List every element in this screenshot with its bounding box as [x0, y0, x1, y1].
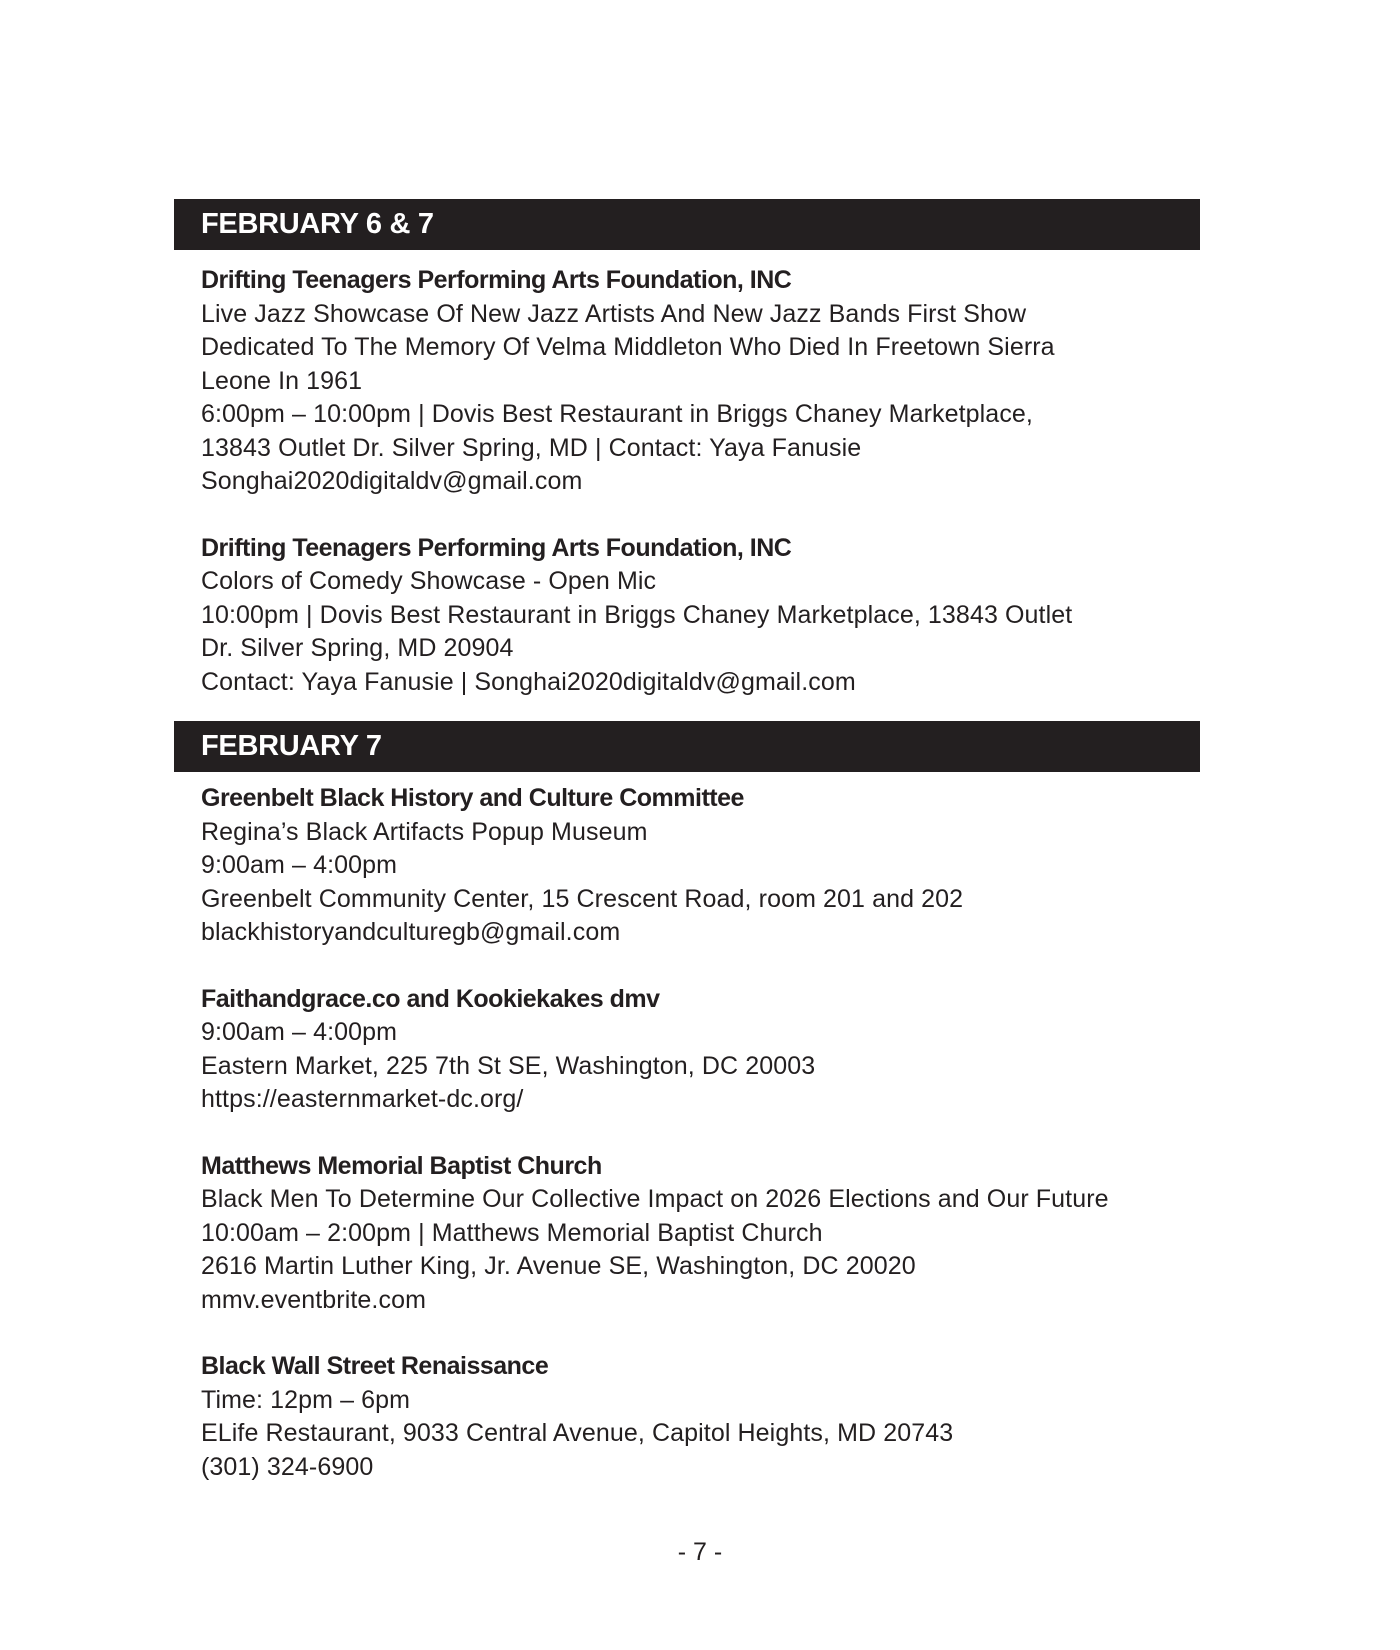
event-time-location: 6:00pm – 10:00pm | Dovis Best Restaurant in Briggs Chaney Marketplace, [201, 400, 1033, 428]
event-email: Songhai2020digitaldv@gmail.com [201, 467, 583, 495]
event-list [174, 250, 1200, 721]
event-entry [201, 532, 1200, 700]
event-address: Greenbelt Community Center, 15 Crescent Road, room 201 and 202 [201, 884, 964, 913]
event-entry [201, 782, 1200, 950]
date-header [174, 199, 1200, 250]
event-description: Leone In 1961 [201, 366, 363, 395]
event-email: blackhistoryandculturegb@gmail.com [201, 918, 621, 946]
event-address: Dr. Silver Spring, MD 20904 [201, 634, 514, 662]
event-time-location: 10:00pm | Dovis Best Restaurant in Briggs Chaney Marketplace, 13843 Outlet [201, 600, 1073, 629]
event-organization: Drifting Teenagers Performing Arts Foundation, INC [201, 266, 792, 294]
event-description: Regina’s Black Artifacts Popup Museum [201, 817, 648, 846]
event-entry [201, 1350, 1200, 1484]
event-description: Live Jazz Showcase Of New Jazz Artists And New Jazz Bands First Show [201, 299, 1027, 328]
event-description: Colors of Comedy Showcase - Open Mic [201, 567, 657, 595]
event-list [174, 772, 1200, 1484]
event-website: https://easternmarket-dc.org/ [201, 1085, 524, 1113]
event-website: mmv.eventbrite.com [201, 1285, 427, 1314]
event-address: Eastern Market, 225 7th St SE, Washington, DC 20003 [201, 1051, 816, 1080]
document-page [174, 199, 1200, 1484]
event-time-location: 10:00am – 2:00pm | Matthews Memorial Baptist Church [201, 1218, 823, 1247]
event-organization: Matthews Memorial Baptist Church [201, 1151, 602, 1180]
event-contact: Contact: Yaya Fanusie | Songhai2020digitaldv@gmail.com [201, 667, 856, 696]
event-organization: Greenbelt Black History and Culture Committee [201, 784, 744, 812]
event-description: Black Men To Determine Our Collective Impact on 2026 Elections and Our Future [201, 1185, 1109, 1213]
event-organization: Faithandgrace.co and Kookiekakes dmv [201, 984, 660, 1013]
event-time: 9:00am – 4:00pm [201, 1018, 398, 1046]
event-address-contact: 13843 Outlet Dr. Silver Spring, MD | Contact: Yaya Fanusie [201, 433, 862, 462]
date-section [174, 721, 1200, 1484]
event-address: 2616 Martin Luther King, Jr. Avenue SE, Washington, DC 20020 [201, 1252, 916, 1280]
event-entry [201, 983, 1200, 1117]
date-section [174, 199, 1200, 721]
page-number: - 7 - [677, 1538, 723, 1566]
event-time: Time: 12pm – 6pm [201, 1385, 411, 1414]
event-entry [201, 1150, 1200, 1318]
event-organization: Black Wall Street Renaissance [201, 1352, 549, 1380]
event-address: ELife Restaurant, 9033 Central Avenue, Capitol Heights, MD 20743 [201, 1419, 954, 1447]
date-header [174, 721, 1200, 772]
event-phone: (301) 324-6900 [201, 1452, 374, 1481]
event-time: 9:00am – 4:00pm [201, 851, 398, 879]
event-entry [201, 264, 1200, 499]
date-header-text: FEBRUARY 6 & 7 [201, 208, 434, 240]
event-description: Dedicated To The Memory Of Velma Middleton Who Died In Freetown Sierra [201, 333, 1055, 361]
date-header-text: FEBRUARY 7 [201, 730, 382, 762]
event-organization: Drifting Teenagers Performing Arts Foundation, INC [201, 533, 792, 562]
